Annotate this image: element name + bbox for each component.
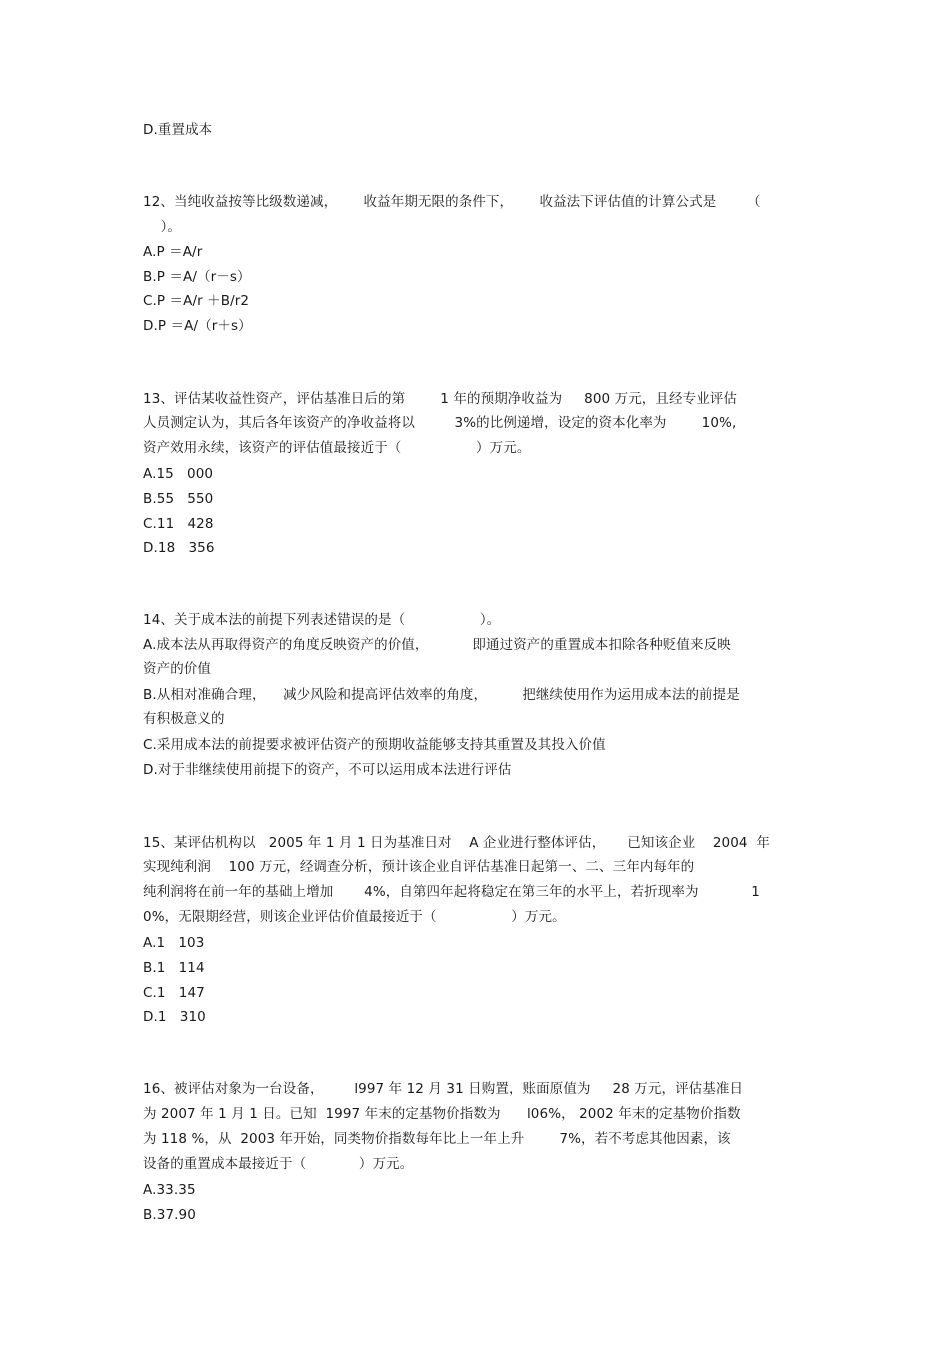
- question-15-stem: 纯利润将在前一年的基础上增加 4%，自第四年起将稳定在第三年的水平上，若折现率为 1: [143, 884, 760, 900]
- option-c: C.1 147: [143, 985, 205, 1001]
- option-a: A.1 103: [143, 935, 205, 951]
- option-c: C.11 428: [143, 516, 214, 532]
- question-13-stem: 人员测定认为，其后各年该资产的净收益将以 3%的比例递增，设定的资本化率为 10%,: [143, 415, 737, 431]
- option-d: D.对于非继续使用前提下的资产，不可以运用成本法进行评估: [143, 762, 512, 778]
- option-d: D.P ＝A/（r＋s）: [143, 318, 252, 334]
- option-c: C.采用成本法的前提要求被评估资产的预期收益能够支持其重置及其投入价值: [143, 737, 606, 753]
- question-13-stem: 资产效用永续，该资产的评估值最接近于（ ）万元。: [143, 440, 531, 456]
- option-b: B.55 550: [143, 491, 214, 507]
- option-b: B.P ＝A/（r－s）: [143, 269, 251, 285]
- question-16-stem: 设备的重置成本最接近于（ ）万元。: [143, 1156, 414, 1172]
- option-c: C.P ＝A/r ＋B/r2: [143, 293, 250, 309]
- option-a: A.P ＝A/r: [143, 244, 203, 260]
- question-16-stem: 16、被评估对象为一台设备， l997 年 12 月 31 日购置，账面原值为 28 万元，评估基准日: [143, 1081, 744, 1097]
- question-15-stem: 15、某评估机构以 2005 年 1 月 1 日为基准日对 A 企业进行整体评估， 已知该企业 2004 年: [143, 835, 770, 851]
- option-b: B.1 114: [143, 960, 205, 976]
- option-a: 资产的价值: [143, 661, 211, 677]
- option-b: 有积极意义的: [143, 711, 225, 727]
- question-16-stem: 为 2007 年 1 月 1 日。已知 1997 年末的定基物价指数为 l06%， 2002 年末的定基物价指数: [143, 1106, 741, 1122]
- option-a: A.33.35: [143, 1182, 196, 1198]
- option-d: D.1 310: [143, 1009, 206, 1025]
- question-15-stem: 实现纯利润 100 万元，经调查分析，预计该企业自评估基准日起第一、二、三年内每年的: [143, 859, 695, 875]
- question-15-stem: 0%，无限期经营，则该企业评估价值最接近于（ ）万元。: [143, 909, 566, 925]
- question-13-stem: 13、评估某收益性资产，评估基准日后的第 1 年的预期净收益为 800 万元，且经专业评估: [143, 391, 738, 407]
- question-12-stem: ）。: [143, 219, 182, 235]
- option-a: A.15 000: [143, 466, 214, 482]
- option-a: A.成本法从再取得资产的角度反映资产的价值， 即通过资产的重置成本扣除各种贬值来反映: [143, 637, 731, 653]
- question-14-stem: 14、关于成本法的前提下列表述错误的是（ ）。: [143, 612, 501, 628]
- option-b: B.从相对准确合理， 减少风险和提高评估效率的角度， 把继续使用作为运用成本法的前提是: [143, 687, 740, 703]
- question-12-stem: 12、当纯收益按等比级数递减， 收益年期无限的条件下， 收益法下评估值的计算公式是 （: [143, 194, 761, 210]
- option-d: D.18 356: [143, 540, 215, 556]
- option-b: B.37.90: [143, 1207, 196, 1223]
- question-16-stem: 为 118 %，从 2003 年开始，同类物价指数每年比上一年上升 7%，若不考虑其他因素，该: [143, 1131, 731, 1147]
- option-text: D.重置成本: [143, 122, 213, 138]
